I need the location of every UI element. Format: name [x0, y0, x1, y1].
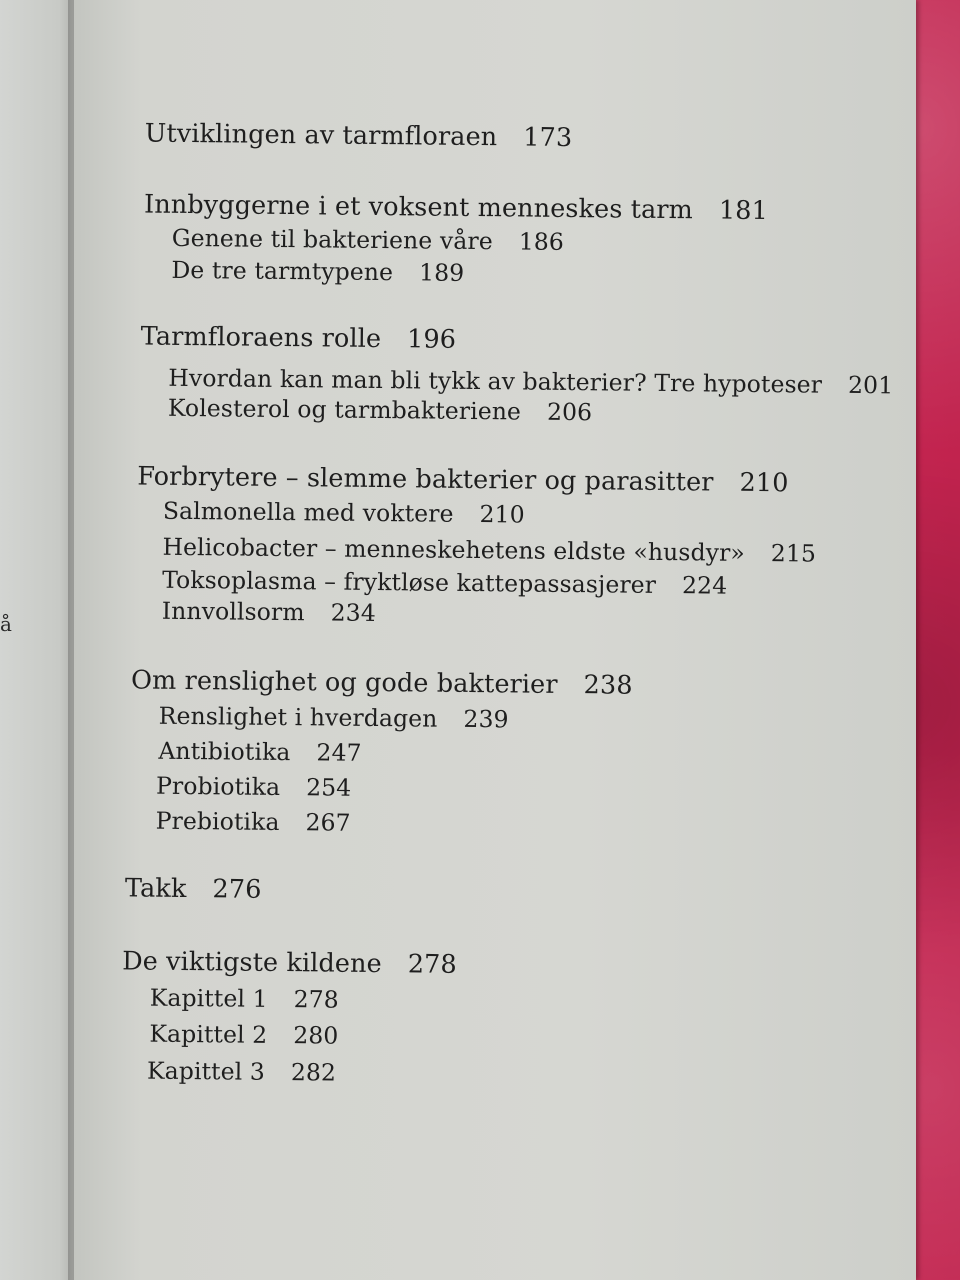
toc-subsection [162, 597, 376, 627]
toc-page-number: 238 [583, 670, 633, 701]
toc-chapter [141, 321, 457, 354]
toc-chapter [125, 873, 262, 904]
toc-chapter-title: Forbrytere – slemme bakterier og parasitter [137, 461, 714, 498]
toc-page-number: 234 [330, 598, 377, 627]
toc-subsection-title: De tre tarmtypene [171, 255, 394, 287]
toc-page-number: 278 [293, 985, 339, 1014]
toc-subsection [168, 394, 592, 426]
toc-subsection [163, 497, 525, 529]
toc-subsection-title: Toksoplasma – fryktløse kattepassasjerer [162, 565, 657, 599]
toc-subsection-title: Salmonella med voktere [162, 496, 454, 528]
toc-chapter [144, 190, 768, 227]
toc-chapter-title: Utviklingen av tarmfloraen [144, 118, 498, 153]
toc-subsection [156, 807, 351, 837]
toc-subsection-title: Prebiotika [155, 806, 280, 836]
toc-subsection-title: Kapittel 2 [149, 1019, 268, 1049]
toc-page-number: 215 [770, 539, 817, 568]
toc-page-number: 196 [406, 324, 457, 355]
toc-subsection [150, 984, 339, 1014]
toc-subsection-title: Kapittel 3 [146, 1056, 266, 1086]
toc-page-number: 247 [316, 738, 362, 767]
toc-subsection [159, 702, 509, 734]
toc-page-number: 282 [290, 1058, 337, 1087]
toc-subsection [162, 566, 727, 600]
toc-page [74, 0, 916, 1280]
toc-page-number: 189 [418, 258, 465, 287]
toc-subsection-title: Genene til bakteriene våre [171, 223, 493, 256]
toc-subsection-title: Hvordan kan man bli tykk av bakterier? Tre hypoteser [168, 363, 823, 399]
left-page-edge [0, 0, 74, 1280]
toc-page-number: 181 [718, 195, 769, 227]
toc-chapter [131, 665, 633, 700]
toc-subsection [172, 224, 564, 256]
toc-page-number: 276 [212, 874, 262, 905]
toc-page-number: 267 [305, 808, 351, 837]
toc-subsection [156, 772, 352, 802]
toc-chapter-title: Tarmfloraens rolle [140, 321, 382, 355]
toc-subsection [162, 533, 816, 568]
toc-page-number: 210 [739, 467, 789, 499]
toc-page-number: 186 [518, 227, 565, 256]
toc-subsection-title: Helicobacter – menneskehetens eldste «husdyr» [162, 532, 746, 567]
toc-chapter [145, 119, 573, 153]
toc-subsection [158, 737, 362, 767]
toc-page-number: 280 [293, 1021, 339, 1050]
toc-subsection-title: Kolesterol og tarmbakteriene [167, 393, 522, 426]
toc-page-number: 173 [523, 122, 573, 154]
table-of-contents [67, 0, 922, 1280]
toc-chapter-title: Om renslighet og gode bakterier [130, 665, 558, 700]
toc-page-number: 210 [479, 500, 525, 529]
toc-page-number: 254 [306, 773, 352, 802]
toc-page-number: 224 [681, 571, 728, 600]
toc-page-number: 201 [847, 370, 894, 400]
toc-subsection-title: Renslighet i hverdagen [158, 701, 438, 733]
toc-subsection-title: Antibiotika [158, 736, 291, 767]
toc-subsection-title: Kapittel 1 [149, 983, 268, 1013]
toc-page-number: 278 [407, 949, 457, 980]
left-page-letter: å [0, 612, 12, 636]
toc-page-number: 206 [546, 397, 593, 427]
toc-subsection [171, 256, 464, 287]
toc-chapter-title: Takk [124, 873, 187, 905]
toc-subsection [149, 1020, 338, 1050]
toc-subsection-title: Innvollsorm [161, 596, 305, 627]
toc-page-number: 239 [463, 704, 509, 734]
toc-chapter-title: De viktigste kildene [122, 946, 382, 980]
toc-chapter [137, 461, 789, 498]
toc-subsection-title: Probiotika [155, 771, 281, 801]
toc-chapter-title: Innbyggerne i et voksent menneskes tarm [143, 189, 694, 226]
toc-subsection [147, 1057, 336, 1087]
toc-chapter [122, 946, 457, 980]
